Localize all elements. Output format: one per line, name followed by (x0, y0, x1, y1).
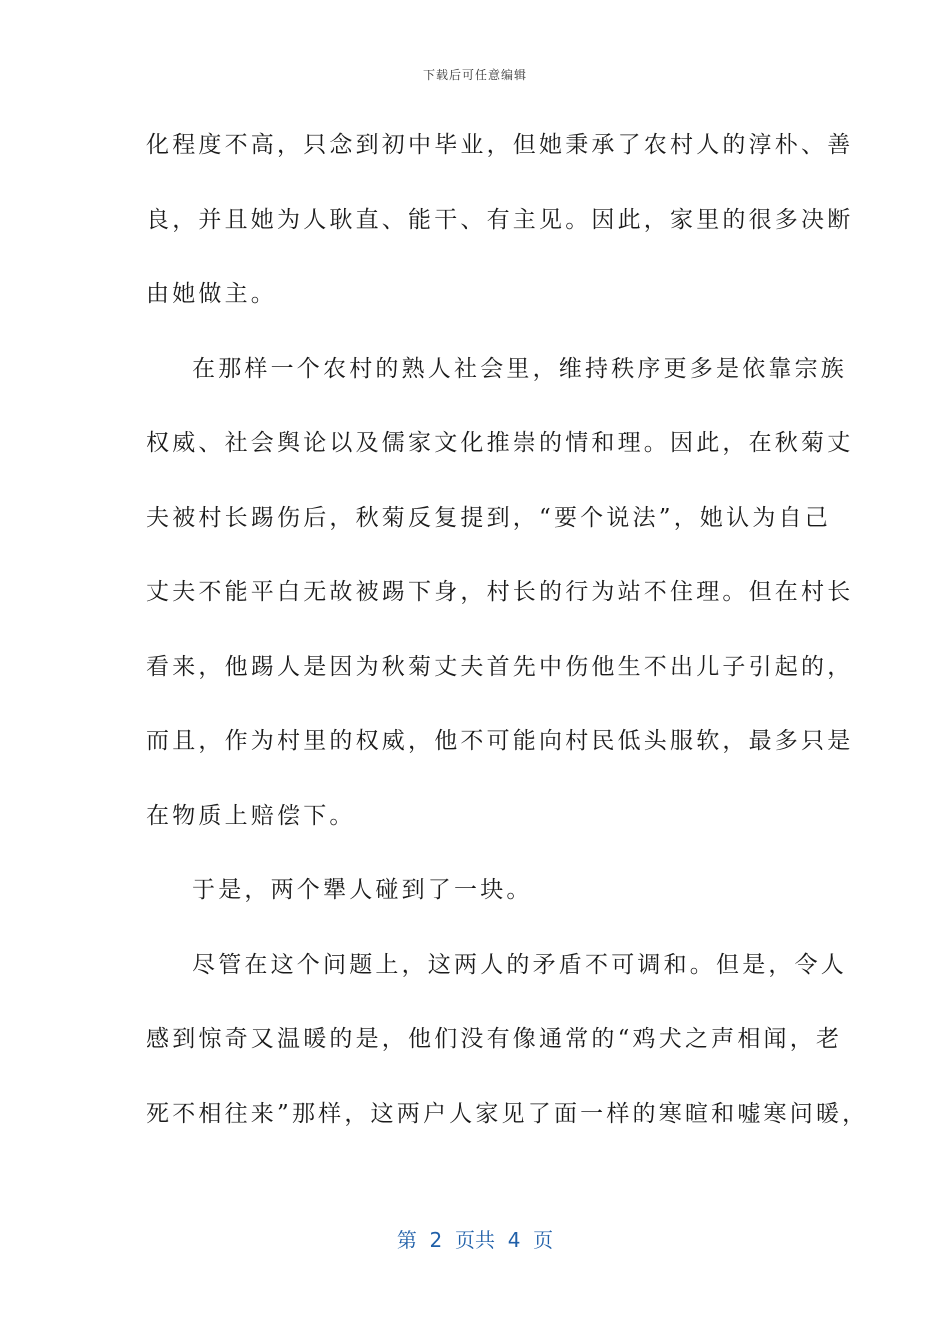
document-body (146, 108, 869, 1151)
text-line: 丈夫不能平白无故被踢下身，村长的行为站不住理。但在村长 (146, 579, 854, 605)
text-line: 看来，他踢人是因为秋菊丈夫首先中伤他生不出儿子引起的， (146, 653, 854, 680)
text-line: 由她做主。 (146, 281, 277, 307)
page-footer: 第 2 页共 4 页 (396, 1228, 554, 1252)
paragraph-start-line: 尽管在这个问题上，这两人的矛盾不可调和。但是，令人 (192, 951, 847, 978)
text-line: 在物质上赔偿下。 (146, 802, 356, 829)
text-line: 化程度不高，只念到初中毕业，但她秉承了农村人的淳朴、善 (146, 132, 854, 158)
text-line: 权威、社会舆论以及儒家文化推崇的情和理。因此，在秋菊丈 (146, 430, 854, 456)
text-line: 死不相往来”那样，这两户人家见了面一样的寒暄和嘘寒问暖， (146, 1100, 869, 1127)
text-line: 夫被村长踢伤后，秋菊反复提到，“要个说法”，她认为自己 (146, 504, 831, 531)
paragraph-start-line: 在那样一个农村的熟人社会里，维持秩序更多是依靠宗族 (192, 355, 847, 382)
text-line: 而且，作为村里的权威，他不可能向村民低头服软，最多只是 (146, 728, 854, 754)
text-line: 良，并且她为人耿直、能干、有主见。因此，家里的很多决断 (146, 206, 854, 233)
paragraph-start-line: 于是，两个犟人碰到了一块。 (192, 877, 533, 903)
text-line: 感到惊奇又温暖的是，他们没有像通常的“鸡犬之声相闻，老 (146, 1026, 843, 1052)
page-header: 下载后可任意编辑 (422, 68, 527, 82)
